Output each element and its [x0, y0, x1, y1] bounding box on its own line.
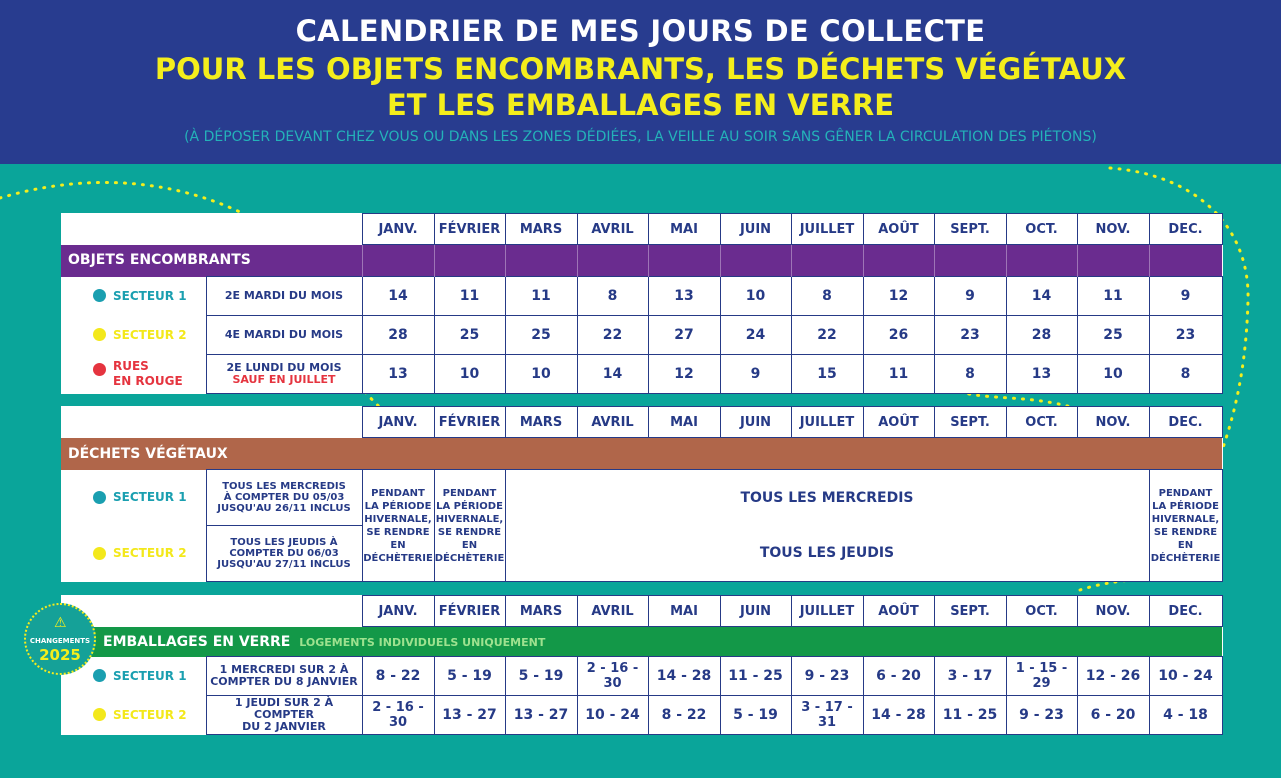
month-header: OCT. [1006, 407, 1077, 438]
month-header: OCT. [1006, 214, 1077, 245]
table-row [61, 355, 1222, 394]
date-cell: 13 [362, 355, 434, 394]
table-row [61, 470, 1222, 526]
date-cell: 3 - 17 - 31 [791, 696, 863, 735]
date-cell: 14 [362, 277, 434, 316]
vegetaux-table [61, 406, 1223, 582]
month-header: AVRIL [577, 214, 648, 245]
section-band-verre [61, 627, 1222, 657]
month-header: DEC. [1149, 407, 1222, 438]
month-header: AVRIL [577, 596, 648, 627]
date-cell: 13 [1006, 355, 1077, 394]
month-header: NOV. [1077, 214, 1149, 245]
date-cell: 11 - 25 [934, 696, 1006, 735]
month-header: FÉVRIER [434, 214, 505, 245]
date-cell: 2 - 16 - 30 [362, 696, 434, 735]
month-header: AOÛT [863, 214, 934, 245]
date-cell: 5 - 19 [720, 696, 791, 735]
month-header: JUILLET [791, 596, 863, 627]
verre-table [61, 595, 1223, 735]
table-row [61, 526, 1222, 582]
date-cell: 1 - 15 - 29 [1006, 657, 1077, 696]
date-cell: 25 [1077, 316, 1149, 355]
month-header: JUILLET [791, 214, 863, 245]
date-cell: 12 [648, 355, 720, 394]
date-cell: 10 - 24 [577, 696, 648, 735]
date-cell: 11 - 25 [720, 657, 791, 696]
date-cell: 10 - 24 [1149, 657, 1222, 696]
date-cell: 15 [791, 355, 863, 394]
date-cell: 2 - 16 - 30 [577, 657, 648, 696]
subtitle: (À DÉPOSER DEVANT CHEZ VOUS OU DANS LES ZONES DÉDIÉES, LA VEILLE AU SOIR SANS GÊNER LA CIRCULATION DES PIÉTONS) [184, 129, 1097, 145]
yellow-dot-icon [93, 547, 106, 560]
blue-dot-icon [93, 669, 106, 682]
month-header: AOÛT [863, 596, 934, 627]
month-header: MAI [648, 596, 720, 627]
date-cell: 11 [434, 277, 505, 316]
sector-label: SECTEUR 1 [61, 657, 206, 696]
month-header: JUIN [720, 407, 791, 438]
badge-label: CHANGEMENTS [29, 637, 91, 645]
month-header: JUIN [720, 214, 791, 245]
section-band-encombrants [61, 245, 1222, 277]
date-cell: 25 [505, 316, 577, 355]
title-line-3: ET LES EMBALLAGES EN VERRE [386, 88, 895, 122]
date-cell: 27 [648, 316, 720, 355]
date-cell: 11 [863, 355, 934, 394]
table-row [61, 277, 1222, 316]
date-cell: 8 [577, 277, 648, 316]
winter-note: PENDANT LA PÉRIODE HIVERNALE, SE RENDRE EN DÉCHÈTERIE [362, 470, 434, 582]
month-header: SEPT. [934, 214, 1006, 245]
sector-label: RUES EN ROUGE [61, 355, 206, 394]
month-header: DEC. [1149, 596, 1222, 627]
encombrants-table [61, 213, 1223, 394]
month-header: JANV. [362, 596, 434, 627]
title-line-1: CALENDRIER DE MES JOURS DE COLLECTE [295, 14, 986, 48]
section-band-vegetaux [61, 438, 1222, 470]
date-cell: 24 [720, 316, 791, 355]
changements-2025-badge [24, 603, 96, 675]
month-header: MARS [505, 407, 577, 438]
rule-text: 2E MARDI DU MOIS [206, 277, 362, 316]
date-cell: 8 [934, 355, 1006, 394]
month-header: AVRIL [577, 407, 648, 438]
table-row [61, 657, 1222, 696]
month-header: JANV. [362, 214, 434, 245]
header-blank [61, 407, 362, 438]
month-header: SEPT. [934, 407, 1006, 438]
month-header: JUIN [720, 596, 791, 627]
winter-note: PENDANT LA PÉRIODE HIVERNALE, SE RENDRE EN DÉCHÈTERIE [434, 470, 505, 582]
table-row [61, 316, 1222, 355]
date-cell: 10 [720, 277, 791, 316]
date-cell: 10 [434, 355, 505, 394]
date-cell: 14 - 28 [648, 657, 720, 696]
sector-label: SECTEUR 2 [61, 526, 206, 582]
date-cell: 10 [505, 355, 577, 394]
date-cell: 4 - 18 [1149, 696, 1222, 735]
month-header: JUILLET [791, 407, 863, 438]
blue-dot-icon [93, 289, 106, 302]
sector-label: SECTEUR 2 [61, 316, 206, 355]
month-header: MAI [648, 407, 720, 438]
date-cell: 12 [863, 277, 934, 316]
date-cell: 13 [648, 277, 720, 316]
month-header: SEPT. [934, 596, 1006, 627]
section-title: EMBALLAGES EN VERRE LOGEMENTS INDIVIDUELS UNIQUEMENT [103, 633, 546, 650]
date-cell: 9 [1149, 277, 1222, 316]
date-cell: 8 - 22 [648, 696, 720, 735]
date-cell: 25 [434, 316, 505, 355]
month-header: FÉVRIER [434, 407, 505, 438]
rule-text: 1 JEUDI SUR 2 À COMPTER DU 2 JANVIER [206, 696, 362, 735]
date-cell: 6 - 20 [1077, 696, 1149, 735]
sector-label: SECTEUR 2 [61, 696, 206, 735]
date-cell: 11 [505, 277, 577, 316]
month-header: NOV. [1077, 407, 1149, 438]
date-cell: 9 [720, 355, 791, 394]
month-header: OCT. [1006, 596, 1077, 627]
date-cell: 26 [863, 316, 934, 355]
date-cell: 14 [577, 355, 648, 394]
section-title: OBJETS ENCOMBRANTS [68, 252, 251, 269]
months-header-row [61, 214, 1222, 245]
months-header-row [61, 596, 1222, 627]
page-header [0, 0, 1281, 164]
date-cell: 8 [791, 277, 863, 316]
rule-text: 2E LUNDI DU MOIS SAUF EN JUILLET [206, 355, 362, 394]
rule-text: TOUS LES JEUDIS À COMPTER DU 06/03 JUSQU'AU 27/11 INCLUS [206, 526, 362, 582]
date-cell: 5 - 19 [505, 657, 577, 696]
sector-label: SECTEUR 1 [61, 277, 206, 316]
date-cell: 13 - 27 [505, 696, 577, 735]
header-blank [61, 596, 362, 627]
date-cell: 3 - 17 [934, 657, 1006, 696]
date-cell: 11 [1077, 277, 1149, 316]
month-header: AOÛT [863, 407, 934, 438]
badge-year: 2025 [39, 646, 81, 664]
header-blank [61, 214, 362, 245]
table-row [61, 696, 1222, 735]
date-cell: 12 - 26 [1077, 657, 1149, 696]
schedule-wide-cell: TOUS LES JEUDIS [505, 526, 1149, 582]
date-cell: 8 - 22 [362, 657, 434, 696]
date-cell: 23 [934, 316, 1006, 355]
date-cell: 22 [791, 316, 863, 355]
red-dot-icon [93, 363, 106, 376]
date-cell: 28 [362, 316, 434, 355]
date-cell: 9 - 23 [1006, 696, 1077, 735]
date-cell: 14 - 28 [863, 696, 934, 735]
date-cell: 13 - 27 [434, 696, 505, 735]
rule-text: 4E MARDI DU MOIS [206, 316, 362, 355]
date-cell: 8 [1149, 355, 1222, 394]
section-title: DÉCHETS VÉGÉTAUX [68, 445, 228, 462]
warning-icon: ⚠ [54, 615, 67, 631]
date-cell: 9 - 23 [791, 657, 863, 696]
winter-note: PENDANT LA PÉRIODE HIVERNALE, SE RENDRE EN DÉCHÈTERIE [1149, 470, 1222, 582]
month-header: MAI [648, 214, 720, 245]
month-header: JANV. [362, 407, 434, 438]
section-subtitle: LOGEMENTS INDIVIDUELS UNIQUEMENT [299, 635, 546, 649]
date-cell: 28 [1006, 316, 1077, 355]
date-cell: 5 - 19 [434, 657, 505, 696]
yellow-dot-icon [93, 328, 106, 341]
date-cell: 9 [934, 277, 1006, 316]
schedule-wide-cell: TOUS LES MERCREDIS [505, 470, 1149, 526]
month-header: DEC. [1149, 214, 1222, 245]
sector-label: SECTEUR 1 [61, 470, 206, 526]
month-header: FÉVRIER [434, 596, 505, 627]
date-cell: 6 - 20 [863, 657, 934, 696]
rule-text: TOUS LES MERCREDIS À COMPTER DU 05/03 JUSQU'AU 26/11 INCLUS [206, 470, 362, 526]
month-header: NOV. [1077, 596, 1149, 627]
date-cell: 23 [1149, 316, 1222, 355]
rule-text: 1 MERCREDI SUR 2 À COMPTER DU 8 JANVIER [206, 657, 362, 696]
yellow-dot-icon [93, 708, 106, 721]
title-line-2: POUR LES OBJETS ENCOMBRANTS, LES DÉCHETS VÉGÉTAUX [154, 52, 1127, 86]
month-header: MARS [505, 596, 577, 627]
date-cell: 14 [1006, 277, 1077, 316]
date-cell: 22 [577, 316, 648, 355]
date-cell: 10 [1077, 355, 1149, 394]
months-header-row [61, 407, 1222, 438]
month-header: MARS [505, 214, 577, 245]
blue-dot-icon [93, 491, 106, 504]
